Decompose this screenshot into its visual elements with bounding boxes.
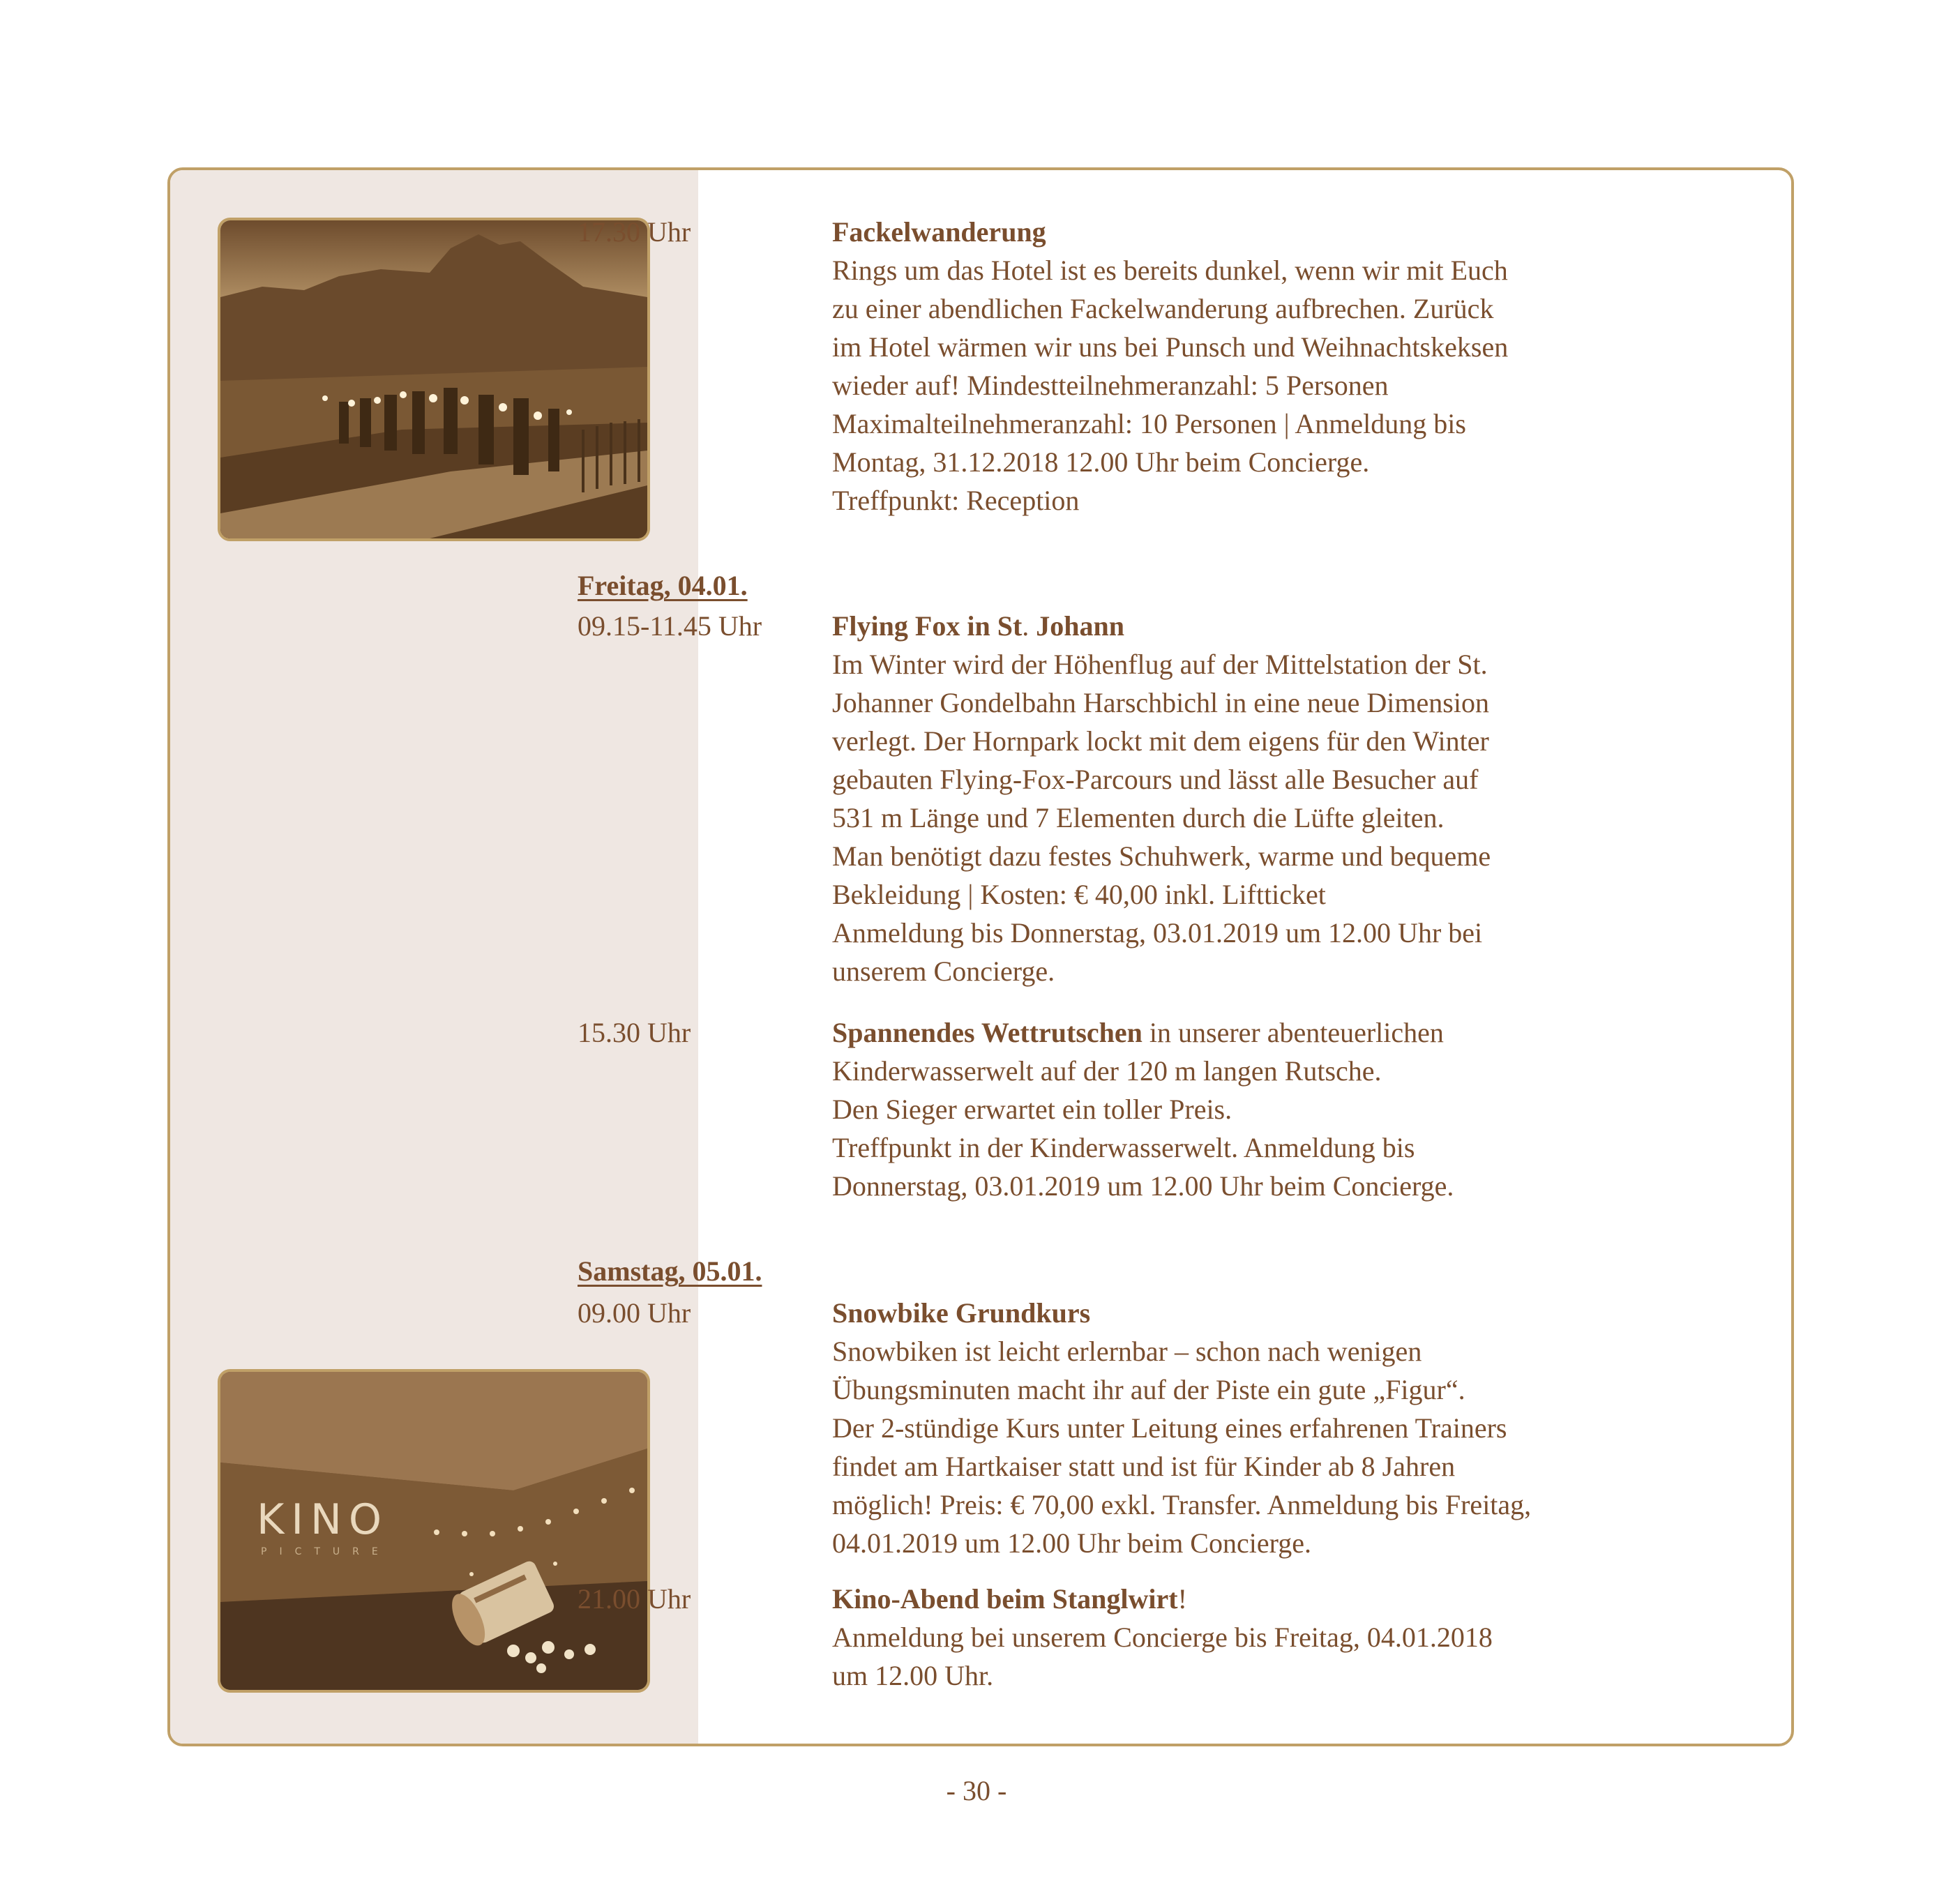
event-line: 04.01.2019 um 12.00 Uhr beim Concierge. [832,1527,1311,1559]
event-line: Den Sieger erwartet ein toller Preis. [832,1094,1232,1125]
event-flying-fox [832,607,1599,990]
event-line: gebauten Flying-Fox-Parcours und lässt alle Besucher auf [832,764,1479,795]
kino-sub-text: PICTURE [261,1546,391,1557]
event-line: Im Winter wird der Höhenflug auf der Mittelstation der St. [832,649,1488,680]
event-snowbike [832,1294,1599,1562]
event-wettrutschen [832,1013,1599,1205]
event-title-end: Johann [1036,610,1125,642]
event-title-punct: . [1022,610,1036,642]
event-line: um 12.00 Uhr. [832,1660,994,1691]
event-title: Snowbike Grundkurs [832,1297,1091,1329]
event-title: Kino-Abend beim Stanglwirt [832,1583,1178,1615]
page-number: - 30 - [946,1775,1007,1806]
event-fackelwanderung [832,213,1599,520]
event-kino-abend [832,1580,1599,1695]
event-title-suffix: in unserer abenteuerlichen [1142,1017,1444,1048]
event-line: Übungsminuten macht ihr auf der Piste ein gute „Figur“. [832,1374,1465,1405]
event-line: findet am Hartkaiser statt und ist für Kinder ab 8 Jahren [832,1451,1456,1482]
event-line: Donnerstag, 03.01.2019 um 12.00 Uhr beim Concierge. [832,1170,1454,1202]
kino-logo-text: KINO [257,1495,389,1544]
event-time: 09.15-11.45 Uhr [578,610,762,642]
event-line: Kinderwasserwelt auf der 120 m langen Rutsche. [832,1055,1382,1087]
event-line: Maximalteilnehmeranzahl: 10 Personen | Anmeldung bis [832,408,1466,439]
event-line: Treffpunkt: Reception [832,485,1080,516]
day-heading-samstag: Samstag, 05.01. [578,1255,762,1287]
event-line: verlegt. Der Hornpark lockt mit dem eigens für den Winter [832,725,1489,757]
event-time: 09.00 Uhr [578,1297,691,1329]
event-line: Snowbiken ist leicht erlernbar – schon nach wenigen [832,1336,1422,1367]
event-line: möglich! Preis: € 70,00 exkl. Transfer. Anmeldung bis Freitag, [832,1489,1532,1520]
event-line: Der 2-stündige Kurs unter Leitung eines erfahrenen Trainers [832,1412,1507,1444]
event-line: Man benötigt dazu festes Schuhwerk, warme und bequeme [832,840,1491,872]
event-line: Rings um das Hotel ist es bereits dunkel, wenn wir mit Euch [832,255,1508,286]
event-line: Anmeldung bei unserem Concierge bis Freitag, 04.01.2018 [832,1622,1493,1653]
event-line: Montag, 31.12.2018 12.00 Uhr beim Concierge. [832,446,1370,478]
event-title-suffix: ! [1177,1583,1187,1615]
event-title: Fackelwanderung [832,216,1046,248]
event-title: Flying Fox in St [832,610,1023,642]
event-line: Treffpunkt in der Kinderwasserwelt. Anmeldung bis [832,1132,1415,1163]
event-line: wieder auf! Mindestteilnehmeranzahl: 5 Personen [832,370,1389,401]
event-line: unserem Concierge. [832,955,1055,987]
event-time: 17.30 Uhr [578,216,691,248]
event-title: Spannendes Wettrutschen [832,1017,1143,1048]
event-line: Anmeldung bis Donnerstag, 03.01.2019 um 12.00 Uhr bei [832,917,1483,949]
event-line: Johanner Gondelbahn Harschbichl in eine neue Dimension [832,687,1489,718]
event-line: Bekleidung | Kosten: € 40,00 inkl. Liftticket [832,879,1326,910]
event-time: 15.30 Uhr [578,1017,691,1048]
event-line: zu einer abendlichen Fackelwanderung aufbrechen. Zurück [832,293,1494,324]
event-line: im Hotel wärmen wir uns bei Punsch und Weihnachtskeksen [832,331,1509,363]
event-time: 21.00 Uhr [578,1583,691,1615]
event-line: 531 m Länge und 7 Elementen durch die Lüfte gleiten. [832,802,1445,833]
day-heading-freitag: Freitag, 04.01. [578,570,748,601]
